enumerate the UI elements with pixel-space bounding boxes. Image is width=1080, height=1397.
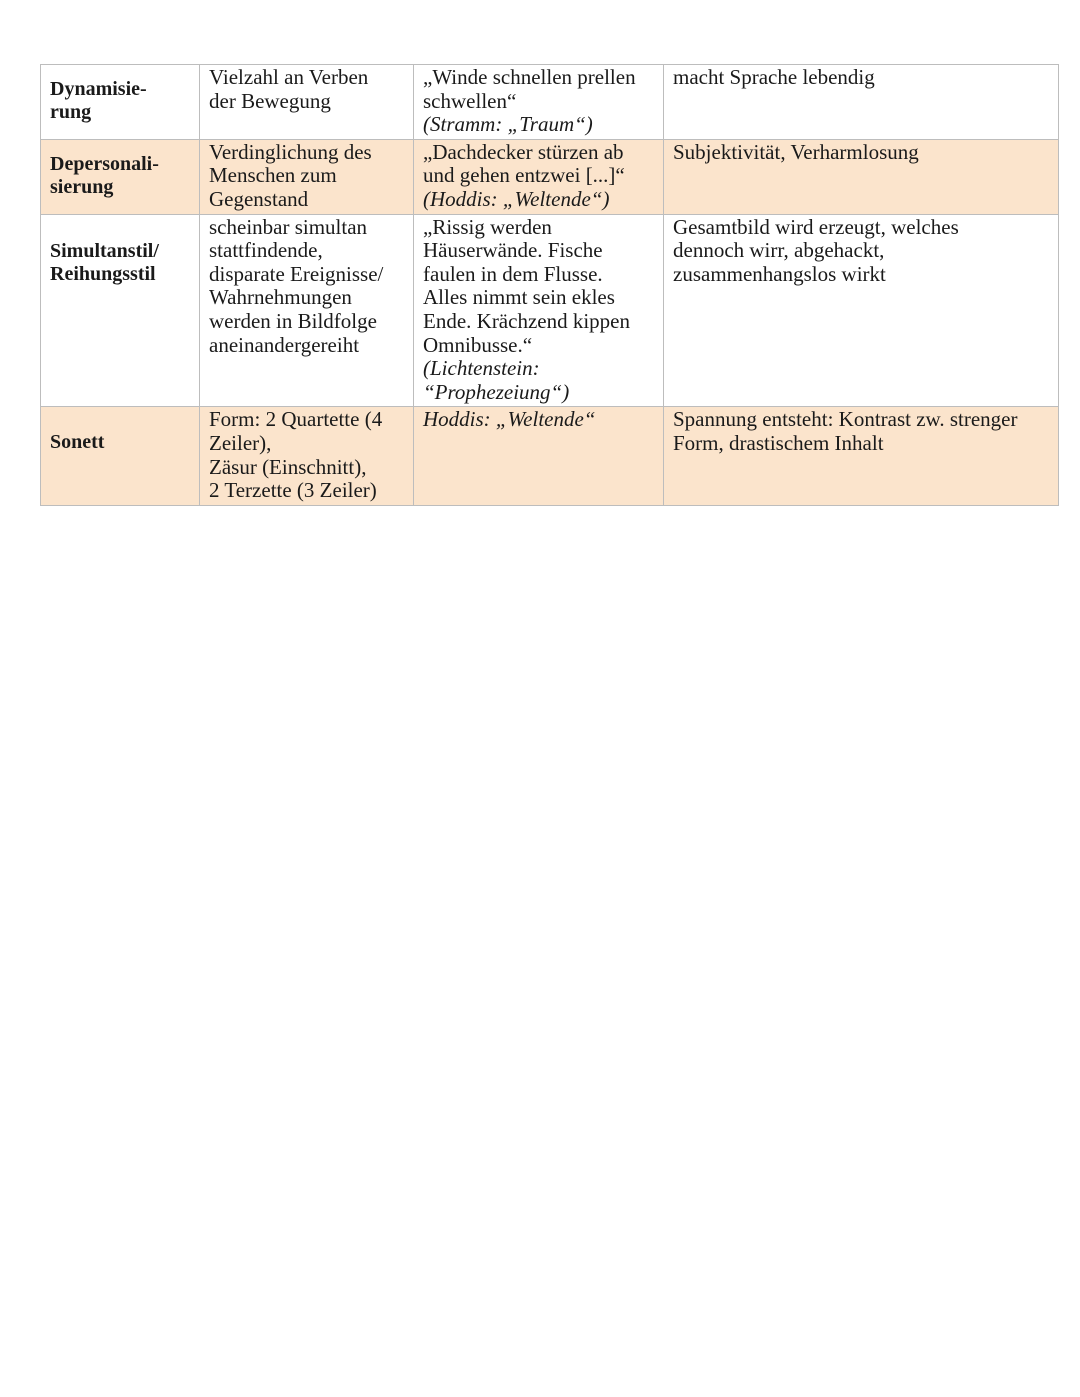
term-cell (41, 407, 200, 505)
example-text: Häuserwände. Fische (423, 238, 603, 263)
example-text: Omnibusse.“ (423, 332, 533, 357)
effect-cell (664, 407, 1059, 505)
description-text: disparate Ereignisse/ (209, 261, 384, 286)
example-text: schwellen“ (423, 88, 517, 113)
example-source: (Stramm: „Traum“) (423, 112, 593, 137)
term-text: rung (50, 101, 92, 124)
description-text: Menschen zum (209, 163, 337, 188)
example-source: (Lichtenstein: (423, 356, 540, 381)
effect-cell (664, 214, 1059, 407)
description-text: Vielzahl an Verben (209, 65, 369, 89)
example-text: Alles nimmt sein ekles (423, 285, 615, 310)
effect-cell (664, 139, 1059, 214)
term-text: Simultanstil/ (50, 239, 159, 262)
description-cell (200, 65, 414, 140)
example-text: faulen in dem Flusse. (423, 261, 603, 286)
effect-text: Gesamtbild wird erzeugt, welches (673, 214, 959, 239)
example-cell (414, 139, 664, 214)
description-text: Form: 2 Quartette (4 (209, 407, 383, 432)
effect-text: Spannung entsteht: Kontrast zw. strenger (673, 407, 1018, 432)
example-cell (414, 407, 664, 505)
description-text: 2 Terzette (3 Zeiler) (209, 478, 377, 503)
term-text: Reihungsstil (50, 263, 156, 286)
effect-text: Subjektivität, Verharmlosung (673, 139, 919, 164)
description-text: werden in Bildfolge (209, 308, 377, 333)
description-text: stattfindende, (209, 238, 323, 263)
description-text: Gegenstand (209, 186, 309, 211)
effect-text: zusammenhangslos wirkt (673, 261, 886, 286)
example-cell (414, 214, 664, 407)
term-cell (41, 214, 200, 407)
description-text: Zeiler), (209, 430, 272, 455)
term-text: Depersonali- (50, 152, 159, 175)
example-text: „Rissig werden (423, 214, 552, 239)
example-source: “Prophezeiung“) (423, 379, 570, 404)
term-text: Dynamisie- (50, 77, 147, 100)
example-cell (414, 65, 664, 140)
description-text: scheinbar simultan (209, 214, 368, 239)
example-text: und gehen entzwei [...]“ (423, 163, 625, 188)
document-page (40, 64, 1058, 506)
example-text: „Winde schnellen prellen (423, 65, 636, 89)
effect-text: macht Sprache lebendig (673, 65, 875, 89)
effect-text: Form, drastischem Inhalt (673, 430, 884, 455)
table-row (41, 139, 1059, 214)
term-cell (41, 65, 200, 140)
example-source: (Hoddis: „Weltende“) (423, 186, 610, 211)
description-text: Zäsur (Einschnitt), (209, 454, 367, 479)
description-text: der Bewegung (209, 88, 331, 113)
effect-cell (664, 65, 1059, 140)
example-source: Hoddis: „Weltende“ (423, 407, 596, 432)
table-row (41, 65, 1059, 140)
effect-text: dennoch wirr, abgehackt, (673, 238, 885, 263)
example-text: „Dachdecker stürzen ab (423, 139, 624, 164)
term-cell (41, 139, 200, 214)
example-text: Ende. Krächzend kippen (423, 308, 630, 333)
description-text: Verdinglichung des (209, 139, 372, 164)
description-cell (200, 214, 414, 407)
term-text: Sonett (50, 431, 105, 454)
description-cell (200, 139, 414, 214)
stylistic-devices-table (40, 64, 1059, 506)
table-row (41, 407, 1059, 505)
table-row (41, 214, 1059, 407)
term-text: sierung (50, 176, 114, 199)
description-cell (200, 407, 414, 505)
description-text: aneinandergereiht (209, 332, 360, 357)
description-text: Wahrnehmungen (209, 285, 352, 310)
